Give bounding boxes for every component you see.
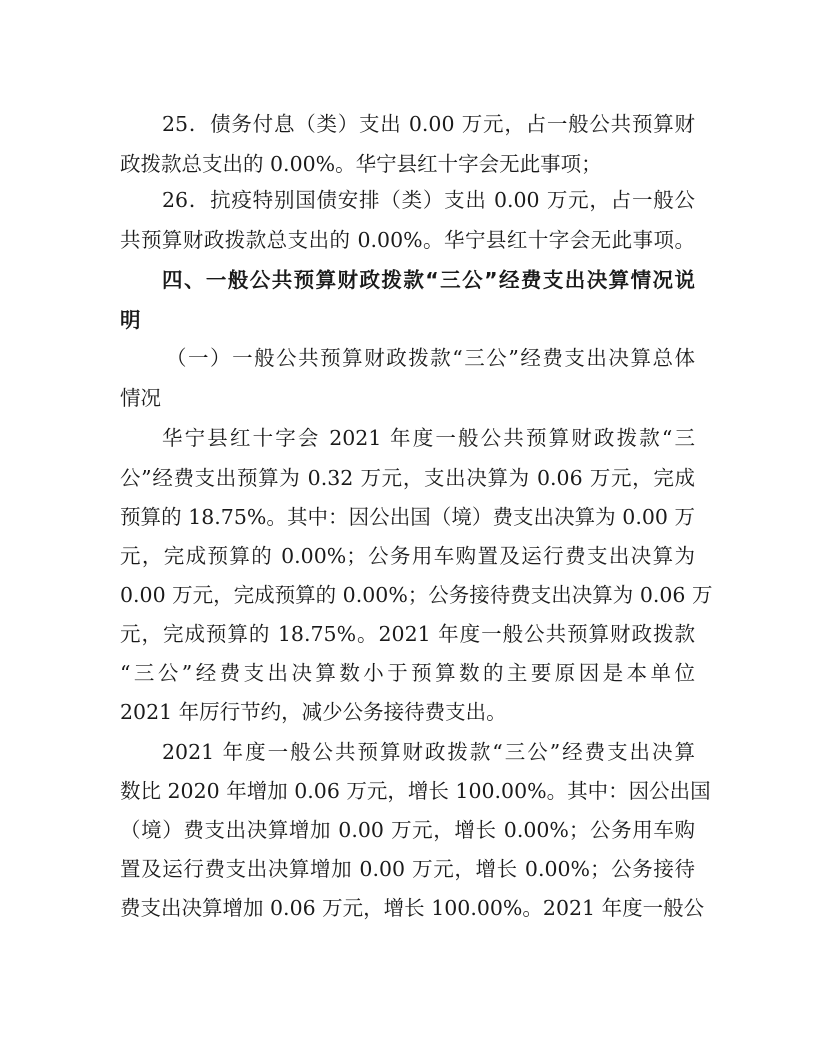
paragraph-comparison-line-2: 数比 2020 年增加 0.06 万元，增长 100.00%。其中：因公出国 <box>120 779 711 803</box>
paragraph-summary-line-1: 华宁县红十字会 2021 年度一般公共预算财政拨款“三 <box>162 426 695 450</box>
paragraph-summary-line-3: 预算的 18.75%。其中：因公出国（境）费支出决算为 0.00 万 <box>120 505 695 529</box>
paragraph-summary-line-2: 公”经费支出预算为 0.32 万元，支出决算为 0.06 万元，完成 <box>120 466 695 490</box>
paragraph-summary-line-4: 元，完成预算的 0.00%；公务用车购置及运行费支出决算为 <box>120 544 695 568</box>
subsection-heading-1-line-1: （一）一般公共预算财政拨款“三公”经费支出决算总体 <box>166 346 695 370</box>
paragraph-item-25-line-2: 政拨款总支出的 0.00%。华宁县红十字会无此事项； <box>120 152 602 176</box>
paragraph-comparison-line-1: 2021 年度一般公共预算财政拨款“三公”经费支出决算 <box>162 740 695 764</box>
paragraph-summary-line-8: 2021 年厉行节约，减少公务接待费支出。 <box>120 700 507 724</box>
paragraph-comparison-line-4: 置及运行费支出决算增加 0.00 万元，增长 0.00%；公务接待 <box>120 857 695 881</box>
paragraph-comparison-line-3: （境）费支出决算增加 0.00 万元，增长 0.00%；公务用车购 <box>120 818 695 842</box>
paragraph-comparison-line-5: 费支出决算增加 0.06 万元，增长 100.00%。2021 年度一般公 <box>120 896 705 920</box>
section-heading-4-line-1: 四、一般公共预算财政拨款“三公”经费支出决算情况说 <box>162 268 695 292</box>
section-heading-4-line-2: 明 <box>120 308 141 332</box>
paragraph-item-25-line-1: 25．债务付息（类）支出 0.00 万元，占一般公共预算财 <box>162 112 695 136</box>
paragraph-item-26-line-2: 共预算财政拨款总支出的 0.00%。华宁县红十字会无此事项。 <box>120 228 695 252</box>
paragraph-summary-line-5: 0.00 万元，完成预算的 0.00%；公务接待费支出决算为 0.06 万 <box>120 583 713 607</box>
paragraph-summary-line-6: 元，完成预算的 18.75%。2021 年度一般公共预算财政拨款 <box>120 622 695 646</box>
paragraph-item-26-line-1: 26．抗疫特别国债安排（类）支出 0.00 万元，占一般公 <box>162 188 695 212</box>
subsection-heading-1-line-2: 情况 <box>120 386 161 410</box>
paragraph-summary-line-7: “三公”经费支出决算数小于预算数的主要原因是本单位 <box>120 661 695 685</box>
